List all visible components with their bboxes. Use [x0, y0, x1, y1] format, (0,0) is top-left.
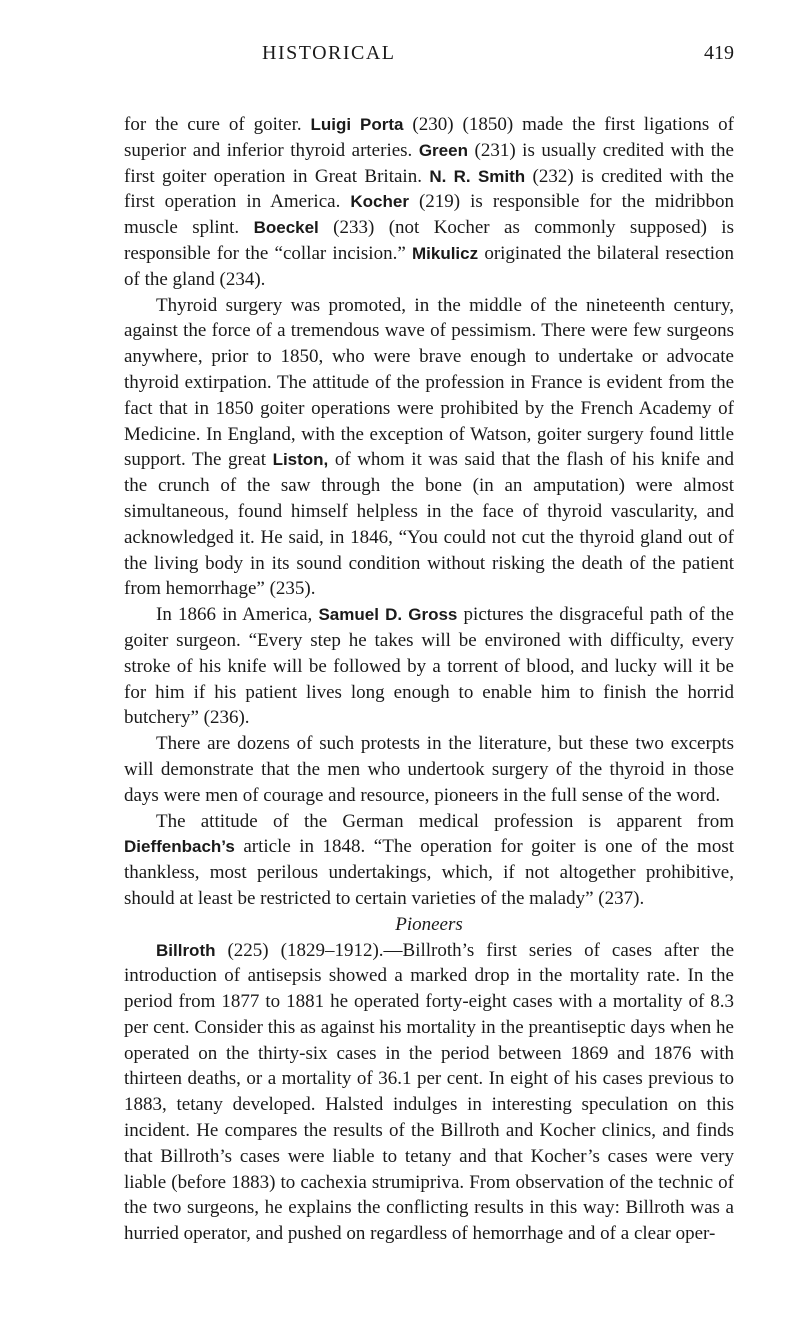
text-run: (231) is usually credited with the first goiter operation in Great Britain.: [124, 139, 734, 187]
bold-name: Boeckel: [253, 218, 319, 238]
text-run: (225) (1829–1912).—Billroth’s first series of cases after the introduction of antisepsis showed a marked drop in the mortality rate. In the period from 1877 to 1881 he operated forty-eight cases with a mortality of 8.3 per cent. Consider this as against his mortality in the preantiseptic days when he operated on the thirty-six cases in the period between 1869 and 1876 with thirteen deaths, or a mortality of 36.1 per cent. In eight of his cases previous to 1883, tetany developed. Halsted indulges in interesting speculation on this incident. He compares the results of the Billroth and Kocher clinics, and finds that Billroth’s cases were liable to tetany and that Kocher’s cases were very liable (before 1883) to cachexia strumipriva. From observation of the technic of the two surgeons, he explains the conflicting results in this way: Billroth was a hurried operator, and pushed on regardless of hemorrhage and of a clear oper-: [124, 939, 734, 1245]
paragraph: [124, 112, 734, 293]
paragraph: [124, 293, 734, 603]
text-run: (233) (not Kocher as commonly supposed) is responsible for the “collar incision.”: [124, 217, 734, 264]
page-number: 419: [704, 42, 734, 64]
bold-name: Green: [418, 140, 468, 160]
text-run: (230) (1850) made the first ligations of superior and inferior thyroid arteries.: [124, 114, 734, 161]
text-run: originated the bilateral resection of the gland (234).: [124, 242, 735, 290]
running-title: HISTORICAL: [262, 42, 396, 64]
text-run: There are dozens of such protests in the literature, but these two excerpts will demonstrate that the men who undertook surgery of the thyroid in those days were men of courage and resource, pioneers in the full sense of the word.: [124, 733, 734, 806]
paragraph: [124, 731, 734, 808]
paragraph: [124, 938, 734, 1248]
bold-name: Liston,: [272, 450, 329, 470]
bold-name: Samuel D. Gross: [318, 605, 458, 625]
text-run: (219) is responsible for the midribbon muscle splint.: [124, 191, 734, 239]
section-heading: [124, 912, 734, 938]
paragraph: [124, 809, 734, 912]
bold-name: Dieffenbach’s: [124, 837, 235, 857]
text-run: In 1866 in America,: [156, 604, 319, 626]
text-run: for the cure of goiter.: [124, 114, 311, 135]
text-run: pictures the disgraceful path of the goiter surgeon. “Every step he takes will be environed with difficulty, every stroke of his knife will be followed by a torrent of blood, and lucky will it be for him if his patient lives long enough to enable him to finish the horrid butchery” (236).: [124, 604, 734, 729]
text-run: of whom it was said that the flash of his knife and the crunch of the saw through the bone (in an amputation) were almost simultaneous, found himself helpless in the face of thyroid vascularity, and acknowledged it. He said, in 1846, “You could not cut the thyroid gland out of the living body in its sound condition without risking the death of the patient from hemorrhage” (235).: [124, 449, 734, 600]
book-page: [124, 42, 734, 1247]
running-head: [124, 42, 734, 72]
paragraph: [124, 602, 734, 731]
text-run: article in 1848. “The operation for goiter is one of the most thankless, most perilous undertakings, which, if not altogether prohibitive, should at least be restricted to certain varieties of the malady” (237).: [124, 836, 734, 909]
text-run: (232) is credited with the first operation in America.: [124, 165, 734, 213]
text-run: The attitude of the German medical profession is apparent from: [156, 810, 734, 832]
bold-name: Kocher: [350, 192, 409, 212]
text-run: Thyroid surgery was promoted, in the middle of the nineteenth century, against the force of a tremendous wave of pessimism. There were few surgeons anywhere, prior to 1850, who were brave enough to undertake or advocate thyroid extirpation. The attitude of the profession in France is evident from the fact that in 1850 goiter operations were prohibited by the French Academy of Medicine. In England, with the exception of Watson, goiter surgery found little support. The great: [124, 294, 734, 471]
bold-name: Billroth: [156, 940, 216, 960]
body-text: [124, 112, 734, 1247]
text-run: Pioneers: [395, 913, 463, 935]
bold-name: Mikulicz: [411, 243, 479, 263]
bold-name: Luigi Porta: [310, 115, 404, 134]
bold-name: N. R. Smith: [429, 166, 526, 186]
